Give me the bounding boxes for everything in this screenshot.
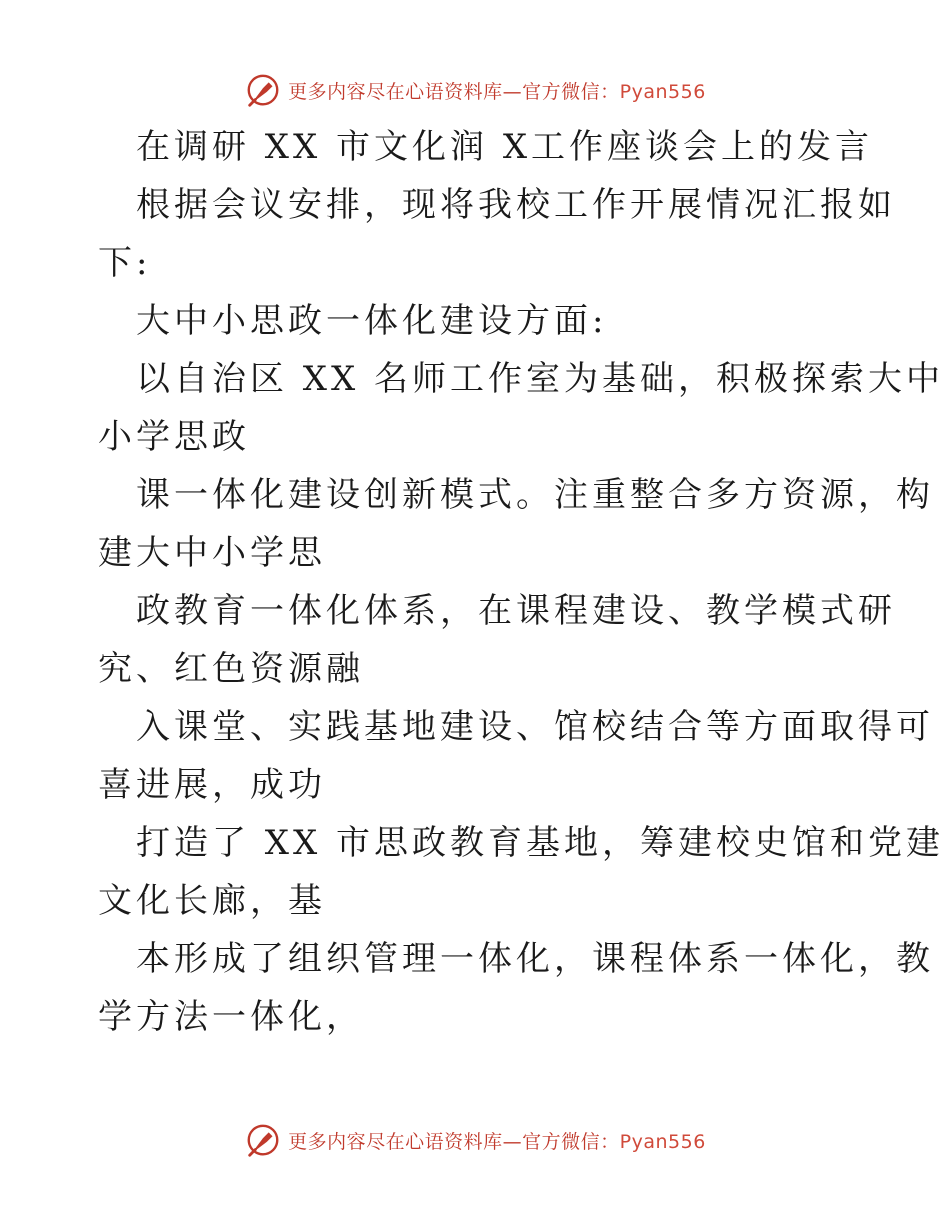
paragraph-line: 打造了 XX 市思政教育基地，筹建校史馆和党建: [136, 823, 945, 863]
paragraph-line: 入课堂、实践基地建设、馆校结合等方面取得可: [136, 707, 934, 747]
paragraph-line: 课一体化建设创新模式。注重整合多方资源，构: [136, 475, 934, 515]
watermark-handle: Pyan556: [619, 1130, 706, 1153]
paragraph-line: 喜进展，成功: [98, 765, 326, 805]
header-watermark: [0, 68, 950, 112]
paragraph-line: 政教育一体化体系，在课程建设、教学模式研: [136, 591, 896, 631]
paragraph-line: 以自治区 XX 名师工作室为基础，积极探索大中: [136, 359, 945, 399]
pen-logo-icon: [244, 1121, 282, 1159]
paragraph-line: 下:: [98, 243, 152, 283]
document-body: [98, 118, 945, 1046]
paragraph-line: 究、红色资源融: [98, 649, 364, 689]
paragraph-line: 本形成了组织管理一体化，课程体系一体化，教: [136, 939, 934, 979]
paragraph-line: 学方法一体化，: [98, 997, 364, 1037]
watermark-label: 更多内容尽在心语资料库—官方微信：: [288, 80, 620, 103]
paragraph-line: 建大中小学思: [98, 533, 326, 573]
watermark-label: 更多内容尽在心语资料库—官方微信：: [288, 1130, 620, 1153]
paragraph-line: 根据会议安排，现将我校工作开展情况汇报如: [136, 185, 896, 225]
watermark-handle: Pyan556: [619, 80, 706, 103]
paragraph-line: 小学思政: [98, 417, 250, 457]
paragraph-line: 文化长廊，基: [98, 881, 326, 921]
section-heading: 大中小思政一体化建设方面:: [136, 301, 608, 341]
watermark-text: [288, 77, 706, 104]
watermark-text: [288, 1127, 706, 1154]
pen-logo-icon: [244, 71, 282, 109]
document-title: 在调研 XX 市文化润 X工作座谈会上的发言: [136, 127, 874, 167]
footer-watermark: [0, 1118, 950, 1162]
